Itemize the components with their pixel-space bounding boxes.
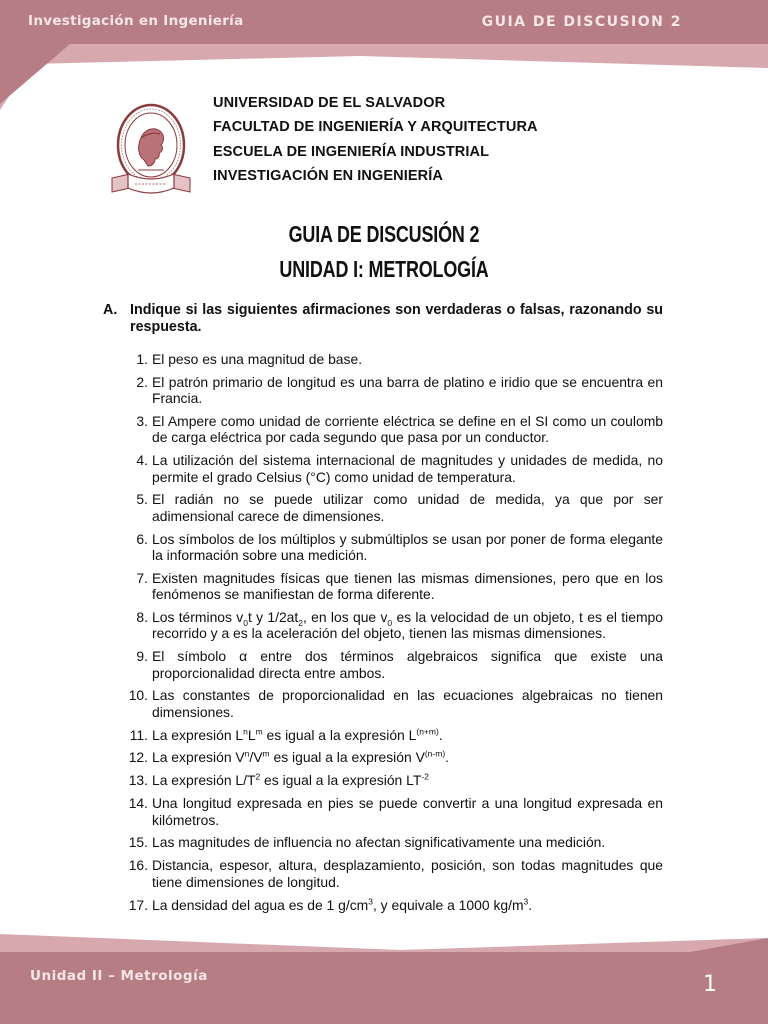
text-fragment: . — [438, 726, 443, 743]
superscript: (n-m) — [424, 748, 446, 759]
list-item-number: 14. — [128, 795, 148, 812]
list-item-number: 4. — [136, 452, 148, 469]
list-item-text — [152, 772, 663, 788]
list-item — [124, 351, 663, 367]
superscript: m — [255, 725, 263, 736]
list-item-text: Las constantes de proporcionalidad en las ecuaciones algebraicas no tienen dimensiones. — [152, 687, 663, 720]
list-item-number: 10. — [128, 687, 148, 704]
list-item — [124, 857, 663, 890]
list-item-text: El patrón primario de longitud es una barra de platino e iridio que se encuentra en Francia. — [152, 373, 663, 407]
list-item-text: Una longitud expresada en pies se puede convertir a una longitud expresada en kilómetros. — [152, 795, 663, 828]
list-item-text: Las magnitudes de influencia no afectan significativamente una medición. — [152, 834, 606, 851]
university-seal-icon — [108, 98, 194, 198]
superscript: (n+m) — [416, 725, 439, 736]
school-name: ESCUELA DE INGENIERÍA INDUSTRIAL — [213, 143, 490, 160]
list-item — [124, 687, 663, 720]
text-fragment: es igual a la expresión L — [262, 726, 417, 743]
list-item — [124, 648, 663, 681]
section-a-instruction — [103, 302, 663, 335]
text-fragment: , en los que v — [303, 609, 388, 626]
faculty-name: FACULTAD DE INGENIERÍA Y ARQUITECTURA — [213, 119, 538, 136]
text-fragment: es la velocidad de un objeto, t es el tiempo recorrido y a es la aceleración del objeto, tienen las mismas dimensiones. — [152, 609, 663, 642]
list-item — [124, 772, 663, 788]
list-item — [124, 609, 663, 642]
list-item-text: El Ampere como unidad de corriente eléctrica se define en el SI como un coulomb de carga eléctrica por cada segundo que pasa por un conductor. — [152, 413, 663, 446]
text-fragment: , y equivale a 1000 kg/m — [372, 896, 524, 913]
superscript: 2 — [255, 771, 261, 782]
list-item-text: La utilización del sistema internacional de magnitudes y unidades de medida, no permite el grado Celsius (°C) como unidad de temperatura. — [152, 452, 663, 485]
section-text: Indique si las siguientes afirmaciones son verdaderas o falsas, razonando su respuesta. — [130, 302, 663, 335]
list-item-number: 7. — [136, 569, 148, 586]
list-item-number: 16. — [128, 857, 148, 874]
list-item-number: 15. — [128, 834, 148, 851]
list-item-text: Existen magnitudes físicas que tienen las mismas dimensiones, pero que en los fenómenos se manifiestan de forma diferente. — [152, 569, 663, 603]
text-fragment: Los términos v — [152, 609, 244, 626]
list-item-text — [152, 727, 663, 743]
text-fragment: . — [445, 749, 450, 766]
superscript: 3 — [368, 895, 373, 906]
statement-list — [124, 351, 663, 919]
list-item — [124, 749, 663, 765]
text-fragment: . — [528, 896, 533, 913]
list-item-number: 11. — [129, 726, 148, 743]
list-item-number: 12. — [128, 749, 148, 766]
list-item-number: 8. — [136, 609, 148, 626]
list-item-number: 1. — [136, 351, 148, 367]
document-title: GUIA DE DISCUSIÓN 2 — [288, 221, 480, 247]
superscript: m — [262, 748, 270, 759]
list-item-text: El peso es una magnitud de base. — [152, 351, 363, 367]
superscript: 3 — [523, 895, 529, 906]
institution-block — [213, 91, 538, 188]
list-item-number: 3. — [136, 413, 148, 430]
list-item-text — [152, 897, 663, 913]
list-item-text: Los símbolos de los múltiplos y submúltiplos se usan por poner de forma elegante la información sobre una medición. — [152, 530, 663, 563]
list-item — [124, 727, 663, 743]
subscript: 0 — [243, 617, 248, 628]
list-item — [124, 834, 663, 850]
text-fragment: es igual a la expresión V — [269, 749, 425, 766]
list-item — [124, 491, 663, 524]
list-item — [124, 795, 663, 828]
list-item-text: Distancia, espesor, altura, desplazamiento, posición, son todas magnitudes que tiene dimensiones de longitud. — [152, 857, 663, 890]
subscript: 0 — [387, 617, 393, 628]
text-fragment: La expresión L — [152, 726, 244, 743]
page-number: 1 — [703, 972, 717, 997]
subscript: 2 — [298, 617, 303, 628]
text-fragment: La densidad del agua es de 1 g/cm — [152, 896, 369, 913]
text-fragment: La expresión L/T — [152, 772, 256, 789]
course-name: INVESTIGACIÓN EN INGENIERÍA — [213, 167, 443, 184]
list-item-text: El símbolo α entre dos términos algebraicos significa que existe una proporcionalidad directa entre ambos. — [152, 648, 663, 681]
superscript: n — [244, 748, 250, 759]
unit-title: UNIDAD I: METROLOGÍA — [279, 256, 489, 282]
text-fragment: es igual a la expresión LT — [260, 772, 422, 789]
superscript: n — [243, 725, 248, 736]
list-item-number: 2. — [136, 373, 148, 390]
text-fragment: La expresión V — [152, 749, 245, 766]
text-fragment: t y 1/2at — [247, 609, 299, 626]
list-item-number: 17. — [128, 896, 148, 913]
list-item-text — [152, 609, 663, 642]
list-item — [124, 413, 663, 446]
list-item — [124, 452, 663, 485]
list-item-number: 9. — [136, 648, 148, 665]
list-item-text: El radián no se puede utilizar como unidad de medida, ya que por ser adimensional carece de dimensiones. — [152, 491, 663, 524]
list-item-number: 6. — [136, 530, 148, 547]
header-document-title: GUIA DE DISCUSION 2 — [481, 14, 682, 30]
list-item — [124, 374, 663, 407]
text-fragment: /V — [249, 749, 263, 766]
list-item-number: 5. — [136, 491, 148, 508]
university-name: UNIVERSIDAD DE EL SALVADOR — [213, 95, 446, 111]
section-letter: A. — [103, 302, 118, 318]
list-item-number: 13. — [128, 772, 148, 789]
superscript: -2 — [421, 771, 429, 782]
footer-unit-title: Unidad II – Metrología — [30, 968, 208, 984]
list-item — [124, 897, 663, 913]
list-item — [124, 531, 663, 564]
text-fragment: L — [247, 726, 256, 743]
list-item — [124, 570, 663, 603]
header-course-title: Investigación en Ingeniería — [28, 13, 244, 29]
list-item-text — [152, 749, 663, 765]
